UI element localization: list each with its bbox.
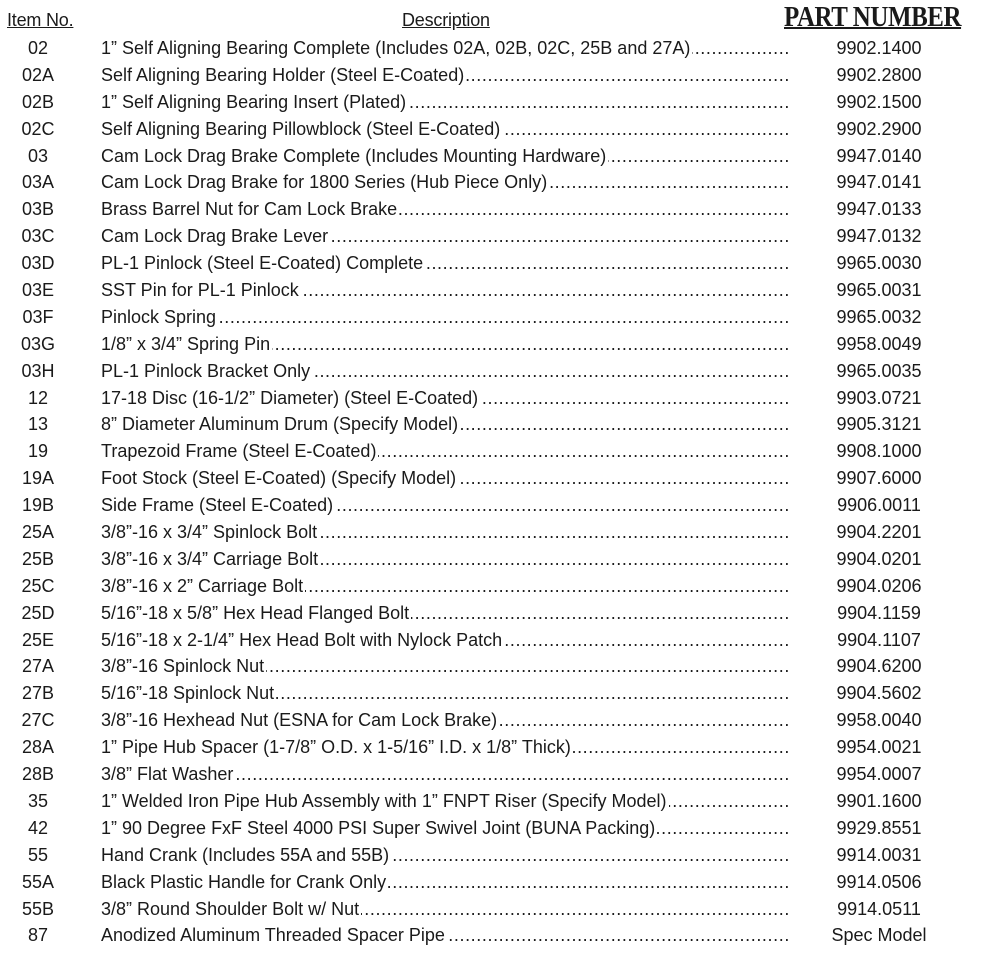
parts-list: [0, 35, 983, 949]
part-number: 9914.0506: [836, 871, 922, 892]
item-number: 28A: [21, 737, 55, 758]
item-description: 3/8”-16 Spinlock Nut: [101, 656, 265, 677]
item-description-cell: [101, 573, 788, 600]
item-description-cell: [101, 223, 788, 250]
item-description: Cam Lock Drag Brake Lever: [101, 226, 329, 247]
table-row: [0, 922, 983, 949]
item-description-cell: [101, 815, 788, 842]
item-number: 02: [27, 38, 49, 58]
part-number: 9904.1107: [837, 629, 921, 650]
part-number: 9907.6000: [836, 468, 922, 489]
item-description: Trapezoid Frame (Steel E-Coated): [101, 441, 377, 462]
item-description: PL-1 Pinlock (Steel E-Coated) Complete: [101, 253, 424, 274]
item-number: 25A: [21, 522, 55, 543]
part-number: 9902.2800: [836, 64, 922, 85]
item-description-cell: [101, 707, 788, 734]
item-description-cell: [101, 653, 788, 680]
item-description-cell: [101, 465, 788, 492]
item-description: 5/16”-18 Spinlock Nut: [101, 683, 275, 704]
item-number: 25B: [21, 548, 55, 569]
item-number: 03H: [21, 360, 55, 381]
part-number: 9905.3121: [836, 414, 922, 435]
item-number: 03G: [20, 333, 56, 354]
part-number: 9903.0721: [836, 387, 922, 408]
part-number: 9906.0011: [837, 495, 921, 516]
item-number: 42: [27, 817, 49, 838]
table-row: [0, 788, 983, 815]
part-number-heading: PART NUMBER: [784, 1, 962, 33]
part-number: 9901.1600: [836, 790, 922, 811]
item-description-cell: [101, 250, 788, 277]
item-description: 1” Self Aligning Bearing Complete (Includes 02A, 02B, 02C, 25B and 27A): [101, 38, 691, 58]
item-number: 03E: [21, 280, 55, 301]
item-description: Foot Stock (Steel E-Coated) (Specify Model): [101, 468, 457, 489]
part-number: 9902.2900: [836, 118, 922, 139]
item-number: 19A: [21, 468, 55, 489]
table-header: [0, 0, 983, 36]
part-number: 9947.0132: [836, 226, 922, 247]
item-number: 03B: [21, 199, 55, 220]
item-description: 3/8” Flat Washer: [101, 764, 234, 785]
part-number: 9965.0032: [836, 306, 922, 327]
item-number: 13: [27, 414, 49, 435]
item-number: 27B: [21, 683, 55, 704]
item-description: 1/8” x 3/4” Spring Pin: [101, 333, 271, 354]
table-row: [0, 761, 983, 788]
item-description: 1” Self Aligning Bearing Insert (Plated): [101, 91, 407, 112]
item-description: Black Plastic Handle for Crank Only: [101, 871, 387, 892]
part-number: 9908.1000: [836, 441, 922, 462]
item-description-cell: [101, 600, 788, 627]
table-row: [0, 196, 983, 223]
item-number: 25C: [21, 575, 55, 596]
item-number: 03F: [22, 306, 54, 327]
item-description-cell: [101, 788, 788, 815]
table-row: [0, 896, 983, 923]
item-description-cell: [101, 196, 788, 223]
part-number: 9954.0007: [836, 764, 922, 785]
item-number: 55: [27, 844, 49, 865]
table-row: [0, 734, 983, 761]
item-description: 3/8” Round Shoulder Bolt w/ Nut: [101, 898, 360, 919]
item-description-cell: [101, 304, 788, 331]
item-number: 02C: [21, 118, 55, 139]
item-description-cell: [101, 519, 788, 546]
item-description: Self Aligning Bearing Holder (Steel E-Coated): [101, 64, 465, 85]
item-number: 02B: [21, 91, 55, 112]
item-number: 27A: [21, 656, 55, 677]
table-row: [0, 519, 983, 546]
item-description: Cam Lock Drag Brake Complete (Includes Mounting Hardware): [101, 145, 607, 166]
part-number: 9904.0201: [836, 548, 922, 569]
table-row: [0, 89, 983, 116]
item-number: 87: [27, 925, 49, 946]
table-row: [0, 331, 983, 358]
item-description-cell: [101, 331, 788, 358]
item-description-cell: [101, 761, 788, 788]
item-number: 55B: [21, 898, 55, 919]
part-number: 9965.0030: [836, 253, 922, 274]
item-number: 12: [27, 387, 49, 408]
table-row: [0, 277, 983, 304]
part-number: 9902.1500: [836, 91, 922, 112]
part-number: 9904.5602: [836, 683, 922, 704]
item-description: 1” Welded Iron Pipe Hub Assembly with 1” FNPT Riser (Specify Model): [101, 790, 667, 811]
part-number: 9947.0141: [836, 172, 922, 193]
table-row: [0, 653, 983, 680]
part-number: Spec Model: [831, 925, 927, 946]
item-number: 03: [27, 145, 49, 166]
item-description-cell: [101, 896, 788, 923]
part-number: 9947.0140: [836, 145, 922, 166]
table-row: [0, 842, 983, 869]
item-description: Hand Crank (Includes 55A and 55B): [101, 844, 390, 865]
part-number: 9958.0040: [836, 710, 922, 731]
part-number: 9958.0049: [836, 333, 922, 354]
item-description-cell: [101, 35, 788, 62]
part-number: 9904.6200: [836, 656, 922, 677]
table-row: [0, 35, 983, 62]
item-description: Cam Lock Drag Brake for 1800 Series (Hub Piece Only): [101, 172, 548, 193]
item-number: 28B: [21, 764, 55, 785]
item-description: 3/8”-16 x 2” Carriage Bolt: [101, 575, 304, 596]
item-description: 3/8”-16 Hexhead Nut (ESNA for Cam Lock Brake): [101, 710, 498, 731]
item-number: 25E: [21, 629, 55, 650]
item-description-cell: [101, 62, 788, 89]
table-row: [0, 627, 983, 654]
item-description-cell: [101, 492, 788, 519]
part-number: 9902.1400: [836, 38, 922, 58]
item-description: 3/8”-16 x 3/4” Spinlock Bolt: [101, 522, 318, 543]
table-row: [0, 385, 983, 412]
table-row: [0, 143, 983, 170]
item-no-heading: Item No.: [7, 10, 74, 30]
table-row: [0, 304, 983, 331]
item-description-cell: [101, 627, 788, 654]
table-row: [0, 465, 983, 492]
item-number: 55A: [21, 871, 55, 892]
table-row: [0, 169, 983, 196]
table-row: [0, 492, 983, 519]
table-row: [0, 815, 983, 842]
item-number: 19B: [21, 495, 55, 516]
item-description-cell: [101, 143, 788, 170]
table-row: [0, 600, 983, 627]
table-row: [0, 116, 983, 143]
part-number: 9965.0035: [836, 360, 922, 381]
item-description-cell: [101, 277, 788, 304]
item-description: PL-1 Pinlock Bracket Only: [101, 360, 311, 381]
item-description-cell: [101, 169, 788, 196]
item-description-cell: [101, 358, 788, 385]
part-number: 9904.1159: [837, 602, 921, 623]
item-description-cell: [101, 546, 788, 573]
item-description-cell: [101, 842, 788, 869]
table-row: [0, 680, 983, 707]
item-description-cell: [101, 89, 788, 116]
item-description: Anodized Aluminum Threaded Spacer Pipe: [101, 925, 445, 946]
item-number: 25D: [21, 602, 55, 623]
description-heading: Description: [402, 10, 490, 30]
item-description-cell: [101, 385, 788, 412]
part-number: 9954.0021: [836, 737, 922, 758]
table-row: [0, 358, 983, 385]
item-number: 27C: [21, 710, 55, 731]
item-description: 5/16”-18 x 5/8” Hex Head Flanged Bolt: [101, 602, 410, 623]
item-description-cell: [101, 869, 788, 896]
item-description-cell: [101, 411, 788, 438]
part-number: 9947.0133: [836, 199, 922, 220]
part-number: 9904.2201: [836, 522, 922, 543]
table-row: [0, 573, 983, 600]
item-description: Brass Barrel Nut for Cam Lock Brake: [101, 199, 398, 220]
item-description: Side Frame (Steel E-Coated): [101, 495, 334, 516]
item-description: 8” Diameter Aluminum Drum (Specify Model): [101, 414, 459, 435]
table-row: [0, 707, 983, 734]
item-description: 17-18 Disc (16-1/2” Diameter) (Steel E-Coated): [101, 387, 479, 408]
item-description-cell: [101, 116, 788, 143]
item-number: 03C: [21, 226, 55, 247]
item-description-cell: [101, 438, 788, 465]
item-description: 5/16”-18 x 2-1/4” Hex Head Bolt with Nylock Patch: [101, 629, 503, 650]
item-description-cell: [101, 922, 788, 949]
part-number: 9904.0206: [836, 575, 922, 596]
item-description: 3/8”-16 x 3/4” Carriage Bolt: [101, 548, 319, 569]
item-number: 35: [27, 790, 49, 811]
item-number: 02A: [21, 64, 55, 85]
item-description: 1” 90 Degree FxF Steel 4000 PSI Super Swivel Joint (BUNA Packing): [101, 817, 656, 838]
table-row: [0, 438, 983, 465]
table-row: [0, 250, 983, 277]
table-row: [0, 869, 983, 896]
item-description: 1” Pipe Hub Spacer (1-7/8” O.D. x 1-5/16” I.D. x 1/8” Thick): [101, 737, 571, 758]
table-row: [0, 546, 983, 573]
part-number: 9965.0031: [836, 280, 922, 301]
item-number: 19: [27, 441, 49, 462]
item-description: Pinlock Spring: [101, 306, 217, 327]
item-description-cell: [101, 680, 788, 707]
table-row: [0, 223, 983, 250]
table-row: [0, 411, 983, 438]
part-number: 9914.0031: [836, 844, 922, 865]
item-description: Self Aligning Bearing Pillowblock (Steel E-Coated): [101, 118, 501, 139]
item-description: SST Pin for PL-1 Pinlock: [101, 280, 299, 301]
item-number: 03A: [21, 172, 55, 193]
part-number: 9929.8551: [836, 817, 922, 838]
item-description-cell: [101, 734, 788, 761]
table-row: [0, 62, 983, 89]
item-number: 03D: [21, 253, 55, 274]
part-number: 9914.0511: [837, 898, 921, 919]
